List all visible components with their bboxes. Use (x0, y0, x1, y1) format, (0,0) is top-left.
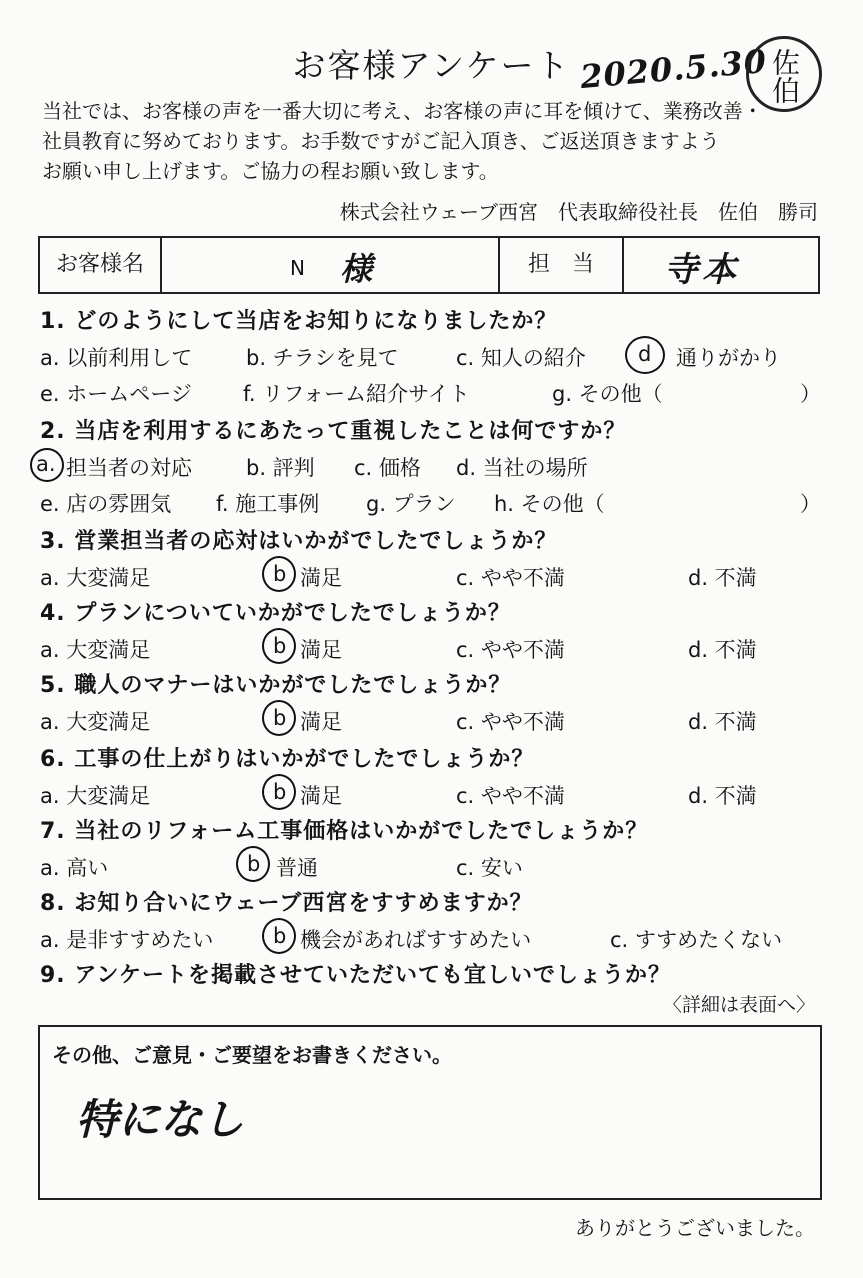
q1-option-c[interactable]: c. 知人の紹介 (456, 346, 586, 370)
q6-option-a[interactable]: a. 大変満足 (40, 784, 151, 808)
detail-note: 〈詳細は表面へ〉 (662, 994, 815, 1016)
intro-paragraph (42, 96, 842, 186)
thanks-message: ありがとうございました。 (575, 1216, 815, 1240)
q2-option-a-mark[interactable]: a. (36, 452, 56, 476)
q1-option-d-mark[interactable]: d (638, 342, 652, 366)
q2-option-g[interactable]: g. プラン (366, 492, 456, 516)
survey-title: お客様アンケート (292, 46, 571, 85)
q2-option-b[interactable]: b. 評判 (246, 456, 315, 480)
customer-name-label: お客様名 (40, 238, 162, 292)
q2-selected-circle (30, 448, 64, 482)
q8-option-b[interactable]: 機会があればすすめたい (300, 928, 532, 952)
company-signature: 株式会社ウェーブ西宮 代表取締役社長 佐伯 勝司 (339, 200, 818, 224)
q4-option-c[interactable]: c. やや不満 (456, 638, 565, 662)
q2-option-f[interactable]: f. 施工事例 (216, 492, 320, 516)
q6-option-d[interactable]: d. 不満 (688, 784, 757, 808)
q2-option-c[interactable]: c. 価格 (354, 456, 421, 480)
staff-name-handwritten: 寺本 (664, 250, 740, 290)
q8-selected-circle (262, 918, 296, 954)
q1-option-a[interactable]: a. 以前利用して (40, 346, 193, 370)
q8-option-b-mark[interactable]: b (273, 924, 287, 948)
q5-option-b[interactable]: 満足 (300, 710, 342, 734)
q1-option-d[interactable]: 通りがかり (676, 346, 781, 370)
customer-info-table (38, 236, 820, 294)
q5-selected-circle (262, 700, 296, 736)
q8-option-a[interactable]: a. 是非すすめたい (40, 928, 214, 952)
customer-initial: N (290, 256, 305, 280)
comments-handwritten: 特になし (76, 1095, 245, 1144)
q2-option-e[interactable]: e. 店の雰囲気 (40, 492, 172, 516)
comments-box[interactable] (38, 1025, 822, 1200)
q6-option-b[interactable]: 満足 (300, 784, 342, 808)
q5-option-b-mark[interactable]: b (273, 706, 287, 730)
staff-name-field[interactable] (624, 238, 818, 292)
question-9: 9. アンケートを掲載させていただいても宜しいでしょうか？ (40, 963, 672, 988)
question-7: 7. 当社のリフォーム工事価格はいかがでしたでしょうか？ (40, 819, 649, 844)
customer-name-field[interactable] (162, 238, 500, 292)
q8-option-c[interactable]: c. すすめたくない (610, 928, 783, 952)
q7-option-b[interactable]: 普通 (276, 856, 318, 880)
q6-selected-circle (262, 774, 296, 810)
handwritten-date: 2020.5.30 (578, 41, 769, 97)
question-8: 8. お知り合いにウェーブ西宮をすすめますか？ (40, 891, 533, 916)
q2-option-a[interactable]: 担当者の対応 (66, 456, 192, 480)
q4-option-a[interactable]: a. 大変満足 (40, 638, 151, 662)
intro-line-2: 社員教育に努めております。お手数ですがご記入頂き、ご返送頂きますよう (42, 129, 720, 153)
q4-option-b[interactable]: 満足 (300, 638, 342, 662)
q1-option-b[interactable]: b. チラシを見て (246, 346, 399, 370)
question-5: 5. 職人のマナーはいかがでしたでしょうか？ (40, 673, 512, 698)
q5-option-d[interactable]: d. 不満 (688, 710, 757, 734)
q3-option-d[interactable]: d. 不満 (688, 566, 757, 590)
q1-option-g-close: ） (800, 382, 821, 406)
q3-option-b-mark[interactable]: b (273, 562, 287, 586)
customer-honorific: 様 (340, 250, 373, 288)
comments-label: その他、ご意見・ご要望をお書きください。 (52, 1043, 452, 1067)
q2-option-h[interactable]: h. その他（ (494, 492, 605, 516)
q4-option-d[interactable]: d. 不満 (688, 638, 757, 662)
name-seal-stamp: 佐伯 (746, 36, 822, 112)
q3-option-c[interactable]: c. やや不満 (456, 566, 565, 590)
q7-option-a[interactable]: a. 高い (40, 856, 109, 880)
q7-option-b-mark[interactable]: b (247, 852, 261, 876)
q6-option-b-mark[interactable]: b (273, 780, 287, 804)
q2-option-h-close: ） (800, 492, 821, 516)
staff-label: 担 当 (500, 238, 624, 292)
q1-option-e[interactable]: e. ホームページ (40, 382, 192, 406)
question-2: 2. 当店を利用するにあたって重視したことは何ですか？ (40, 419, 627, 444)
q1-option-g[interactable]: g. その他（ (552, 382, 663, 406)
question-1: 1. どのようにして当店をお知りになりましたか？ (40, 309, 558, 334)
q3-option-a[interactable]: a. 大変満足 (40, 566, 151, 590)
q1-option-f[interactable]: f. リフォーム紹介サイト (243, 382, 470, 406)
q1-selected-circle (625, 336, 665, 374)
question-6: 6. 工事の仕上がりはいかがでしたでしょうか？ (40, 747, 535, 772)
q7-option-c[interactable]: c. 安い (456, 856, 523, 880)
q5-option-a[interactable]: a. 大変満足 (40, 710, 151, 734)
question-3: 3. 営業担当者の応対はいかがでしたでしょうか？ (40, 529, 558, 554)
q5-option-c[interactable]: c. やや不満 (456, 710, 565, 734)
intro-line-1: 当社では、お客様の声を一番大切に考え、お客様の声に耳を傾けて、業務改善・ (42, 99, 763, 123)
q6-option-c[interactable]: c. やや不満 (456, 784, 565, 808)
q3-option-b[interactable]: 満足 (300, 566, 342, 590)
question-4: 4. プランについていかがでしたでしょうか？ (40, 601, 511, 626)
q4-selected-circle (262, 628, 296, 664)
q2-option-d[interactable]: d. 当社の場所 (456, 456, 588, 480)
q4-option-b-mark[interactable]: b (273, 634, 287, 658)
q7-selected-circle (236, 846, 270, 882)
q3-selected-circle (262, 556, 296, 592)
intro-line-3: お願い申し上げます。ご協力の程お願い致します。 (42, 159, 499, 183)
